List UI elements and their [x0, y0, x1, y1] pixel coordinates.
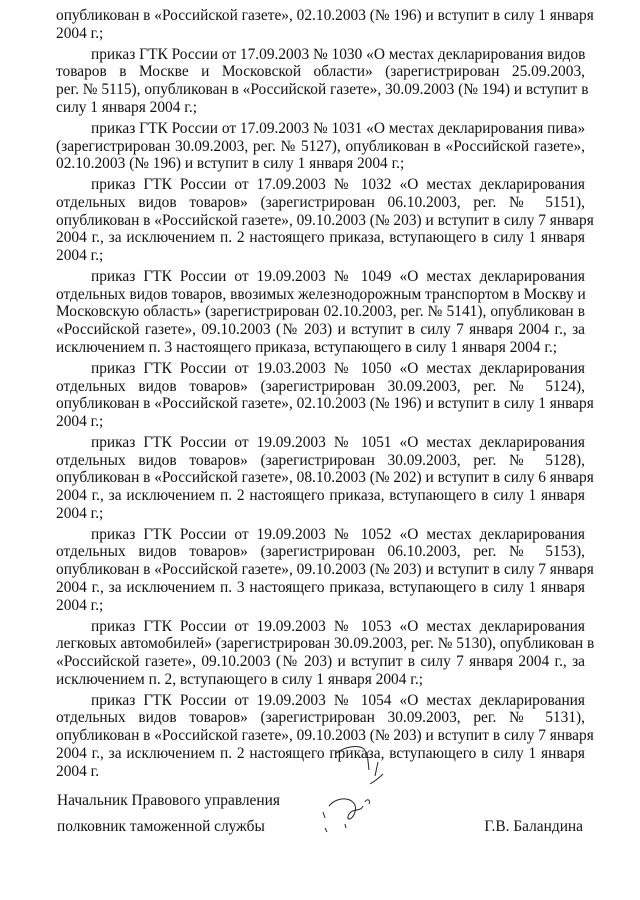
- paragraph: [56, 120, 585, 173]
- text-line: приказ ГТК России от 19.03.2003 № 1050 «О местах декларирования: [91, 359, 585, 377]
- paragraph: [56, 359, 594, 431]
- text-line: исключением п. 3 настоящего приказа, вступающего в силу 1 января 2004 г.;: [56, 338, 558, 356]
- paragraph: [56, 7, 594, 42]
- text-line: приказ ГТК России от 19.09.2003 № 1054 «О местах декларирования: [91, 691, 585, 709]
- paragraph: [56, 45, 589, 117]
- text-line: 2004 г.;: [56, 412, 104, 430]
- text-line: опубликован в «Российской газете», 02.10.2003 (№ 196) и вступит в силу 1 января: [56, 395, 594, 413]
- text-line: 2004 г., за исключением п. 2 настоящего приказа, вступающего в силу 1 января: [56, 229, 585, 247]
- text-line: «Российской газете», 09.10.2003 (№ 203) и вступит в силу 7 января 2004 г., за: [56, 321, 585, 339]
- text-line: приказ ГТК России от 19.09.2003 № 1053 «О местах декларирования: [91, 617, 585, 635]
- document-body: [56, 7, 595, 784]
- paragraph: [56, 525, 594, 615]
- signatory-name: Г.В. Баландина: [484, 818, 583, 835]
- text-line: отдельных видов товаров» (зарегистрирован 30.09.2003, рег. № 5131),: [56, 709, 585, 727]
- text-line: легковых автомобилей» (зарегистрирован 30.09.2003, рег. № 5130), опубликован в: [56, 635, 595, 653]
- text-line: приказ ГТК России от 17.09.2003 № 1031 «О местах декларирования пива»: [91, 119, 586, 137]
- text-line: силу 1 января 2004 г.;: [56, 98, 197, 116]
- text-line: приказ ГТК России от 19.09.2003 № 1052 «О местах декларирования: [91, 525, 585, 543]
- text-line: Московскую область» (зарегистрирован 02.10.2003, рег. № 5141), опубликован в: [56, 303, 585, 321]
- text-line: «Российской газете», 09.10.2003 (№ 203) и вступит в силу 7 января 2004 г., за: [56, 652, 585, 670]
- paragraph: [56, 433, 594, 523]
- text-line: отдельных видов товаров» (зарегистрирован 06.10.2003, рег. № 5151),: [56, 193, 585, 211]
- text-line: 2004 г., за исключением п. 2 настоящего приказа, вступающего в силу 1 января: [56, 744, 585, 762]
- text-line: 2004 г., за исключением п. 3 настоящего приказа, вступающего в силу 1 января: [56, 578, 585, 596]
- text-line: 2004 г.;: [56, 247, 104, 265]
- text-line: 2004 г.;: [56, 596, 104, 614]
- paragraph: [56, 176, 594, 265]
- text-line: отдельных видов товаров» (зарегистрирован 30.09.2003, рег. № 5128),: [56, 451, 585, 469]
- text-line: исключением п. 2, вступающего в силу 1 января 2004 г.;: [56, 670, 423, 688]
- signatory-title-line1: Начальник Правового управления: [57, 792, 280, 809]
- text-line: опубликован в «Российской газете», 09.10.2003 (№ 203) и вступит в силу 7 января: [56, 727, 594, 745]
- text-line: отдельных видов товаров, ввозимых железнодорожным транспортом в Москву и: [56, 285, 586, 303]
- text-line: приказ ГТК России от 17.09.2003 № 1032 «О местах декларирования: [91, 176, 585, 194]
- text-line: отдельных видов товаров» (зарегистрирован 30.09.2003, рег. № 5124),: [56, 377, 585, 395]
- text-line: приказ ГТК России от 17.09.2003 № 1030 «О местах декларирования видов: [91, 45, 586, 63]
- text-line: опубликован в «Российской газете», 08.10.2003 (№ 202) и вступит в силу 6 января: [56, 469, 594, 487]
- text-line: отдельных видов товаров» (зарегистрирован 06.10.2003, рег. № 5153),: [56, 543, 585, 561]
- text-line: опубликован в «Российской газете», 02.10.2003 (№ 196) и вступит в силу 1 января: [56, 7, 594, 24]
- text-line: 2004 г.;: [56, 504, 104, 522]
- paragraph: [56, 617, 595, 689]
- text-line: (зарегистрирован 30.09.2003, рег. № 5127), опубликован в «Российской газете»,: [56, 137, 585, 155]
- handwritten-signature: [315, 740, 405, 840]
- text-line: приказ ГТК России от 19.09.2003 № 1051 «О местах декларирования: [91, 433, 585, 451]
- text-line: 2004 г.;: [56, 24, 104, 42]
- text-line: 02.10.2003 (№ 196) и вступит в силу 1 января 2004 г.;: [56, 155, 405, 173]
- text-line: опубликован в «Российской газете», 09.10.2003 (№ 203) и вступит в силу 7 января: [56, 211, 594, 229]
- text-line: рег. № 5115), опубликован в «Российской газете», 30.09.2003 (№ 194) и вступит в: [56, 81, 589, 99]
- text-line: приказ ГТК России от 19.09.2003 № 1049 «О местах декларирования: [91, 268, 585, 286]
- text-line: товаров в Москве и Московской области» (зарегистрирован 25.09.2003,: [56, 63, 585, 81]
- text-line: опубликован в «Российской газете», 09.10.2003 (№ 203) и вступит в силу 7 января: [56, 561, 594, 579]
- text-line: 2004 г.: [56, 762, 100, 780]
- text-line: 2004 г., за исключением п. 2 настоящего приказа, вступающего в силу 1 января: [56, 487, 585, 505]
- signatory-title-line2: полковник таможенной службы: [57, 818, 265, 835]
- paragraph: [56, 268, 585, 357]
